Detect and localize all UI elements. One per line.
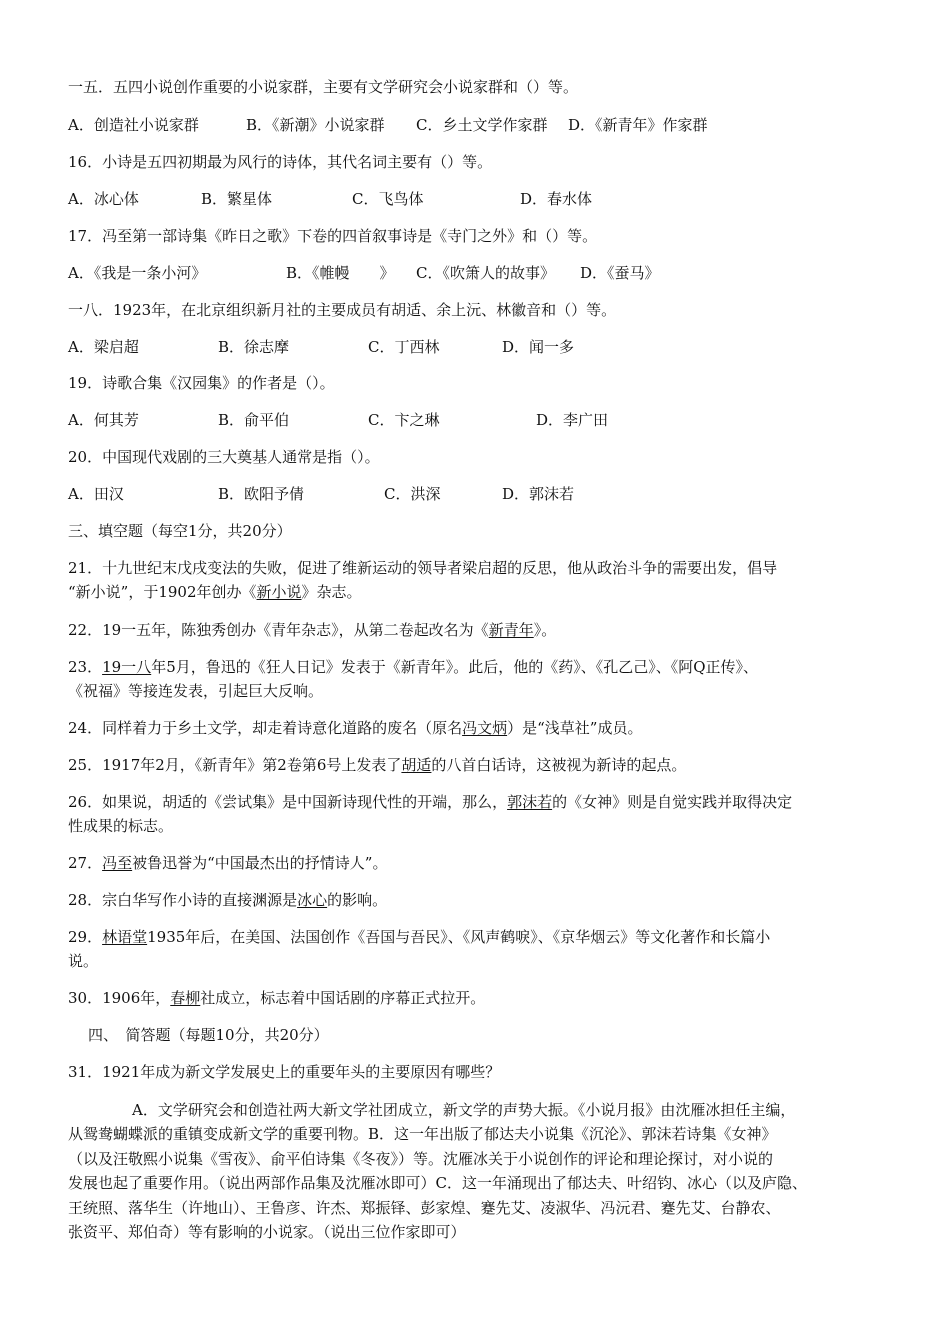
options-15 — [68, 115, 928, 135]
answer-blank: 冰心 — [297, 891, 328, 909]
option-c: C．丁西林 — [368, 338, 440, 356]
fill-29-line1: 29．林语堂1935年后，在美国、法国创作《吾国与吾民》、《风声鹤唳》、《京华烟云》等文化著作和长篇小 — [68, 928, 771, 946]
answer-blank: 新小说 — [256, 583, 302, 601]
options-20 — [68, 484, 928, 504]
fill-27: 27．冯至被鲁迅誉为“中国最杰出的抒情诗人”。 — [68, 854, 388, 872]
answer-blank: 春柳 — [170, 989, 201, 1007]
option-b: B．欧阳予倩 — [218, 485, 305, 503]
answer-blank: 冯文炳 — [462, 719, 508, 737]
question-31: 31．1921年成为新文学发展史上的重要年头的主要原因有哪些？ — [68, 1063, 501, 1081]
fill-28: 28．宗白华写作小诗的直接渊源是冰心的影响。 — [68, 891, 388, 909]
option-b: B．繁星体 — [201, 190, 273, 208]
answer-line: （以及汪敬熙小说集《雪夜》、俞平伯诗集《冬夜》）等。沈雁冰关于小说创作的评论和理论探讨，对小说的 — [68, 1150, 774, 1168]
fill-26-line2: 性成果的标志。 — [68, 817, 174, 835]
option-c: C．《吹箫人的故事》 — [416, 264, 555, 282]
question-15: 一五．五四小说创作重要的小说家群，主要有文学研究会小说家群和（）等。 — [68, 78, 579, 96]
option-c: C．洪深 — [384, 485, 441, 503]
fill-23-line2: 《祝福》等接连发表，引起巨大反响。 — [68, 682, 324, 700]
fill-29-line2: 说。 — [68, 952, 99, 970]
option-c: C．卞之琳 — [368, 411, 440, 429]
option-d: D．李广田 — [536, 411, 609, 429]
fill-24: 24．同样着力于乡土文学，却走着诗意化道路的废名（原名冯文炳）是“浅草社”成员。 — [68, 719, 643, 737]
options-17 — [68, 263, 928, 283]
section-heading: 三、填空题（每空1分，共20分） — [68, 522, 292, 540]
option-b: B．徐志摩 — [218, 338, 290, 356]
option-d: D．春水体 — [520, 190, 593, 208]
options-16 — [68, 189, 928, 209]
option-b: B．《帷幔 》 — [286, 264, 395, 282]
option-d: D．郭沫若 — [502, 485, 575, 503]
answer-blank: 新青年 — [488, 621, 534, 639]
option-d: D．《蚕马》 — [580, 264, 660, 282]
question-19: 19．诗歌合集《汉园集》的作者是（）。 — [68, 374, 335, 392]
answer-line: 张资平、郑伯奇）等有影响的小说家。（说出三位作家即可） — [68, 1223, 466, 1241]
fill-26-line1: 26．如果说，胡适的《尝试集》是中国新诗现代性的开端，那么，郭沫若的《女神》则是自觉实践并取得决定 — [68, 793, 793, 811]
section-heading: 四、 简答题（每题10分，共20分） — [88, 1026, 329, 1044]
answer-line: 王统照、落华生（许地山）、王鲁彦、许杰、郑振铎、彭家煌、蹇先艾、凌淑华、冯沅君、蹇先艾、台静农、 — [68, 1199, 781, 1217]
answer-blank: 郭沫若 — [507, 793, 553, 811]
question-18: 一八．1923年，在北京组织新月社的主要成员有胡适、余上沅、林徽音和（）等。 — [68, 301, 617, 319]
question-20: 20．中国现代戏剧的三大奠基人通常是指（）。 — [68, 448, 380, 466]
answer-line: A．文学研究会和创造社两大新文学社团成立，新文学的声势大振。《小说月报》由沈雁冰担任主编， — [132, 1101, 796, 1119]
answer-blank: 冯至 — [102, 854, 133, 872]
option-d: D．《新青年》作家群 — [568, 116, 708, 134]
fill-22: 22．19一五年，陈独秀创办《青年杂志》，从第二卷起改名为《新青年》。 — [68, 621, 557, 639]
fill-30: 30．1906年，春柳社成立，标志着中国话剧的序幕正式拉开。 — [68, 989, 486, 1007]
question-17: 17．冯至第一部诗集《昨日之歌》下卷的四首叙事诗是《寺门之外》和（）等。 — [68, 227, 598, 245]
option-b: B．俞平伯 — [218, 411, 290, 429]
fill-21-line2: “新小说”，于1902年创办《新小说》杂志。 — [68, 583, 362, 601]
answer-blank: 胡适 — [401, 756, 432, 774]
option-a: A．创造社小说家群 — [68, 116, 199, 134]
fill-25: 25．1917年2月，《新青年》第2卷第6号上发表了胡适的八首白话诗，这被视为新诗的起点。 — [68, 756, 687, 774]
answer-blank: 19一八 — [102, 658, 152, 676]
fill-23-line1: 23．19一八年5月，鲁迅的《狂人日记》发表于《新青年》。此后，他的《药》、《孔乙己》、《阿Q正传》、 — [68, 658, 759, 676]
answer-line: 发展也起了重要作用。（说出两部作品集及沈雁冰即可）C．这一年涌现出了郁达夫、叶绍钧、冰心（以及庐隐、 — [68, 1174, 807, 1192]
option-a: A．梁启超 — [68, 338, 139, 356]
option-d: D．闻一多 — [502, 338, 575, 356]
option-a: A．《我是一条小河》 — [68, 264, 207, 282]
fill-21-line1: 21．十九世纪末戊戌变法的失败，促进了维新运动的领导者梁启超的反思，他从政治斗争的需要出发，倡导 — [68, 559, 778, 577]
options-18 — [68, 337, 928, 357]
option-b: B．《新潮》小说家群 — [246, 116, 385, 134]
question-16: 16．小诗是五四初期最为风行的诗体，其代名词主要有（）等。 — [68, 153, 493, 171]
option-c: C．飞鸟体 — [352, 190, 424, 208]
option-c: C．乡土文学作家群 — [416, 116, 548, 134]
options-19 — [68, 410, 928, 430]
option-a: A．何其芳 — [68, 411, 139, 429]
option-a: A．田汉 — [68, 485, 124, 503]
answer-line: 从鸳鸯蝴蝶派的重镇变成新文学的重要刊物。B．这一年出版了郁达夫小说集《沉沦》、郭沫若诗集《女神》 — [68, 1125, 777, 1143]
option-a: A．冰心体 — [68, 190, 139, 208]
answer-blank: 林语堂 — [102, 928, 148, 946]
